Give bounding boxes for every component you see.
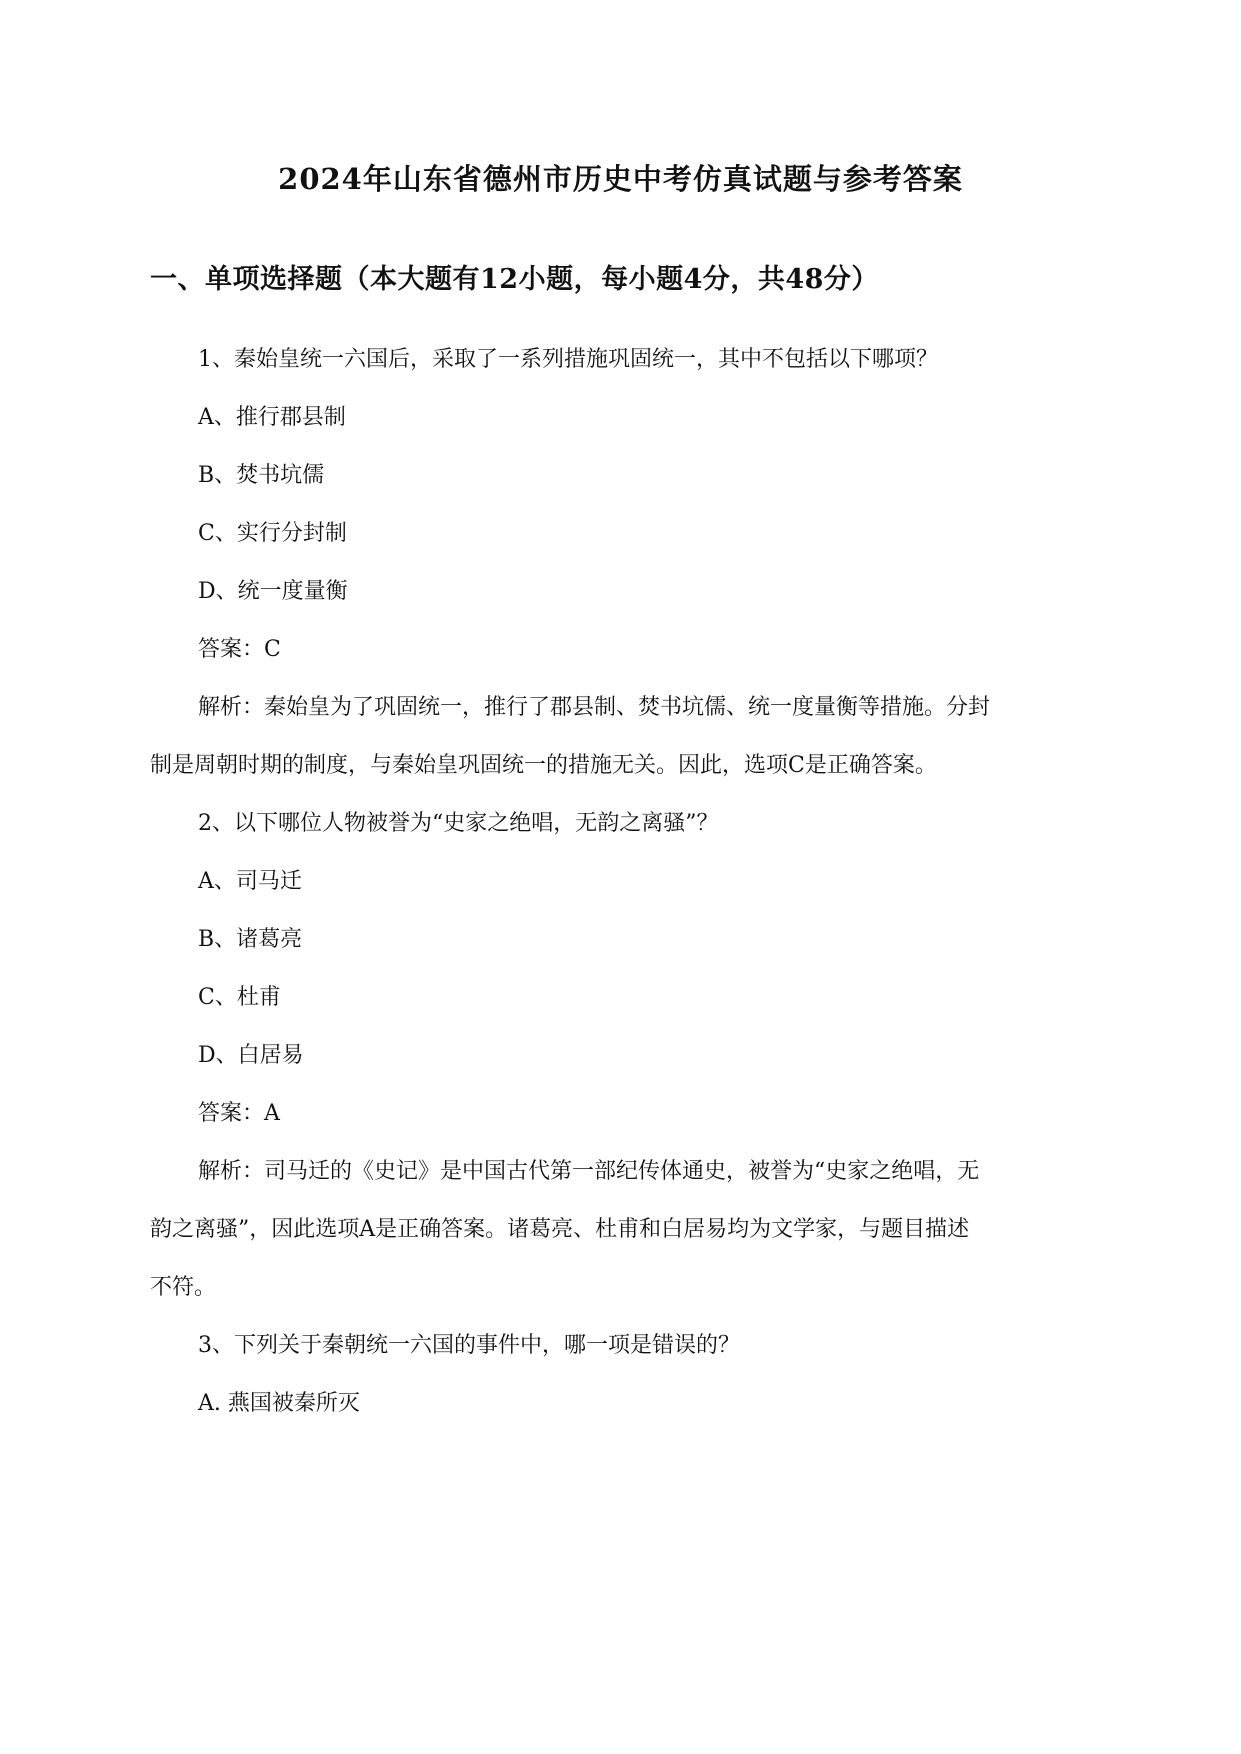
question-1-option-d: D、统一度量衡 [198, 579, 348, 604]
question-3-stem: 3、下列关于秦朝统一六国的事件中，哪一项是错误的？ [198, 1333, 740, 1358]
question-1-analysis-line-1: 解析：秦始皇为了巩固统一，推行了郡县制、焚书坑儒、统一度量衡等措施。分封 [198, 695, 991, 720]
question-1-answer: 答案：C [198, 637, 281, 662]
question-2-analysis-line-2: 韵之离骚”，因此选项A是正确答案。诸葛亮、杜甫和白居易均为文学家，与题目描述 [150, 1217, 970, 1242]
question-2-option-a: A、司马迁 [198, 869, 302, 894]
question-2-analysis-line-3: 不符。 [150, 1275, 217, 1300]
question-1-option-a: A、推行郡县制 [198, 405, 346, 430]
question-2-stem: 2、以下哪位人物被誉为“史家之绝唱，无韵之离骚”？ [198, 811, 719, 836]
question-1-stem: 1、秦始皇统一六国后，采取了一系列措施巩固统一，其中不包括以下哪项？ [198, 347, 938, 372]
question-3-option-a: A. 燕国被秦所灭 [198, 1391, 360, 1416]
question-2-option-b: B、诸葛亮 [198, 927, 303, 952]
question-1-analysis-line-2: 制是周朝时期的制度，与秦始皇巩固统一的措施无关。因此，选项C是正确答案。 [150, 753, 937, 778]
document-title: 2024年山东省德州市历史中考仿真试题与参考答案 [278, 162, 963, 196]
question-2-option-c: C、杜甫 [198, 985, 281, 1010]
question-1-option-c: C、实行分封制 [198, 521, 347, 546]
question-2-answer: 答案：A [198, 1101, 280, 1126]
question-2-option-d: D、白居易 [198, 1043, 304, 1068]
question-1-option-b: B、焚书坑儒 [198, 463, 325, 488]
section-heading: 一、单项选择题（本大题有12小题，每小题4分，共48分） [150, 264, 879, 295]
question-2-analysis-line-1: 解析：司马迁的《史记》是中国古代第一部纪传体通史，被誉为“史家之绝唱，无 [198, 1159, 980, 1184]
